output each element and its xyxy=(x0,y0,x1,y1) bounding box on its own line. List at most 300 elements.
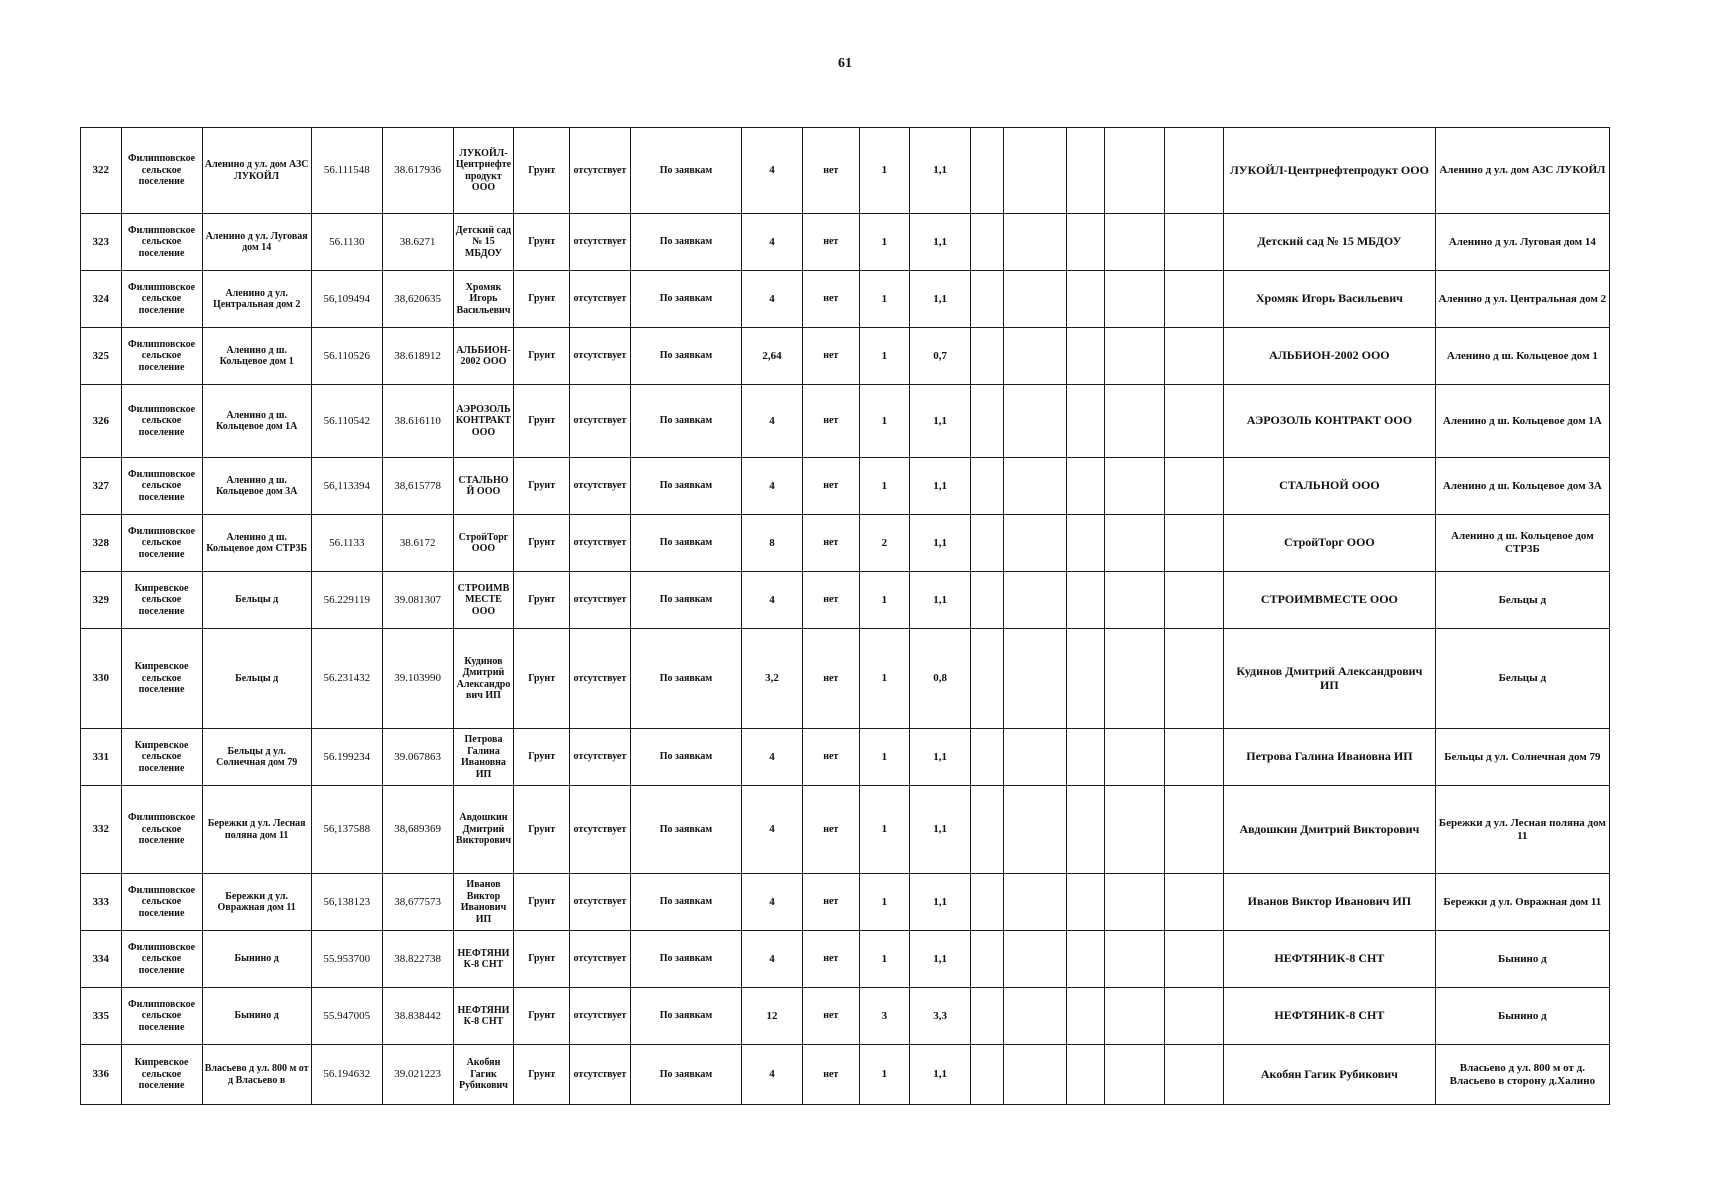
empty-cell xyxy=(970,385,1003,458)
fence-status: отсутствует xyxy=(570,385,631,458)
site-owner: Иванов Виктор Иванович ИП xyxy=(1224,874,1436,931)
container-count: 1 xyxy=(859,931,910,988)
empty-cell xyxy=(970,271,1003,328)
empty-cell xyxy=(1104,128,1165,214)
row-number: 325 xyxy=(81,328,122,385)
site-area: 4 xyxy=(742,1045,803,1105)
latitude: 56,109494 xyxy=(311,271,382,328)
page-number: 61 xyxy=(838,56,852,71)
empty-cell xyxy=(970,458,1003,515)
collection-schedule: По заявкам xyxy=(630,988,741,1045)
empty-cell xyxy=(1104,328,1165,385)
owner-address: Бельцы д ул. Солнечная дом 79 xyxy=(1435,729,1609,786)
container-volume: 3,3 xyxy=(910,988,971,1045)
owner-address: Бынино д xyxy=(1435,931,1609,988)
table-row xyxy=(81,328,1610,385)
empty-cell xyxy=(970,328,1003,385)
cover-status: нет xyxy=(802,271,859,328)
site-area: 4 xyxy=(742,931,803,988)
site-area: 4 xyxy=(742,385,803,458)
owner-address: Аленино д ул. Луговая дом 14 xyxy=(1435,214,1609,271)
empty-cell xyxy=(1067,128,1104,214)
empty-cell xyxy=(1165,515,1224,572)
empty-cell xyxy=(970,629,1003,729)
site-owner-short: СТАЛЬНОЙ ООО xyxy=(453,458,514,515)
container-volume: 1,1 xyxy=(910,458,971,515)
empty-cell xyxy=(1004,328,1067,385)
collection-schedule: По заявкам xyxy=(630,385,741,458)
row-number: 327 xyxy=(81,458,122,515)
site-address: Аленино д ш. Кольцевое дом 3А xyxy=(202,458,311,515)
container-volume: 1,1 xyxy=(910,271,971,328)
container-count: 1 xyxy=(859,572,910,629)
site-owner-short: Кудинов Дмитрий Александрович ИП xyxy=(453,629,514,729)
latitude: 56.199234 xyxy=(311,729,382,786)
site-address: Аленино д ул. дом АЗС ЛУКОЙЛ xyxy=(202,128,311,214)
empty-cell xyxy=(1067,1045,1104,1105)
empty-cell xyxy=(1067,214,1104,271)
collection-schedule: По заявкам xyxy=(630,629,741,729)
collection-schedule: По заявкам xyxy=(630,931,741,988)
cover-status: нет xyxy=(802,572,859,629)
latitude: 56.1133 xyxy=(311,515,382,572)
container-count: 1 xyxy=(859,729,910,786)
empty-cell xyxy=(1104,874,1165,931)
site-owner: НЕФТЯНИК-8 СНТ xyxy=(1224,988,1436,1045)
empty-cell xyxy=(1067,572,1104,629)
empty-cell xyxy=(1104,572,1165,629)
surface-type: Грунт xyxy=(514,458,570,515)
settlement-name: Филипповское сельское поселение xyxy=(121,458,202,515)
site-area: 4 xyxy=(742,786,803,874)
container-count: 3 xyxy=(859,988,910,1045)
site-owner: Хромяк Игорь Васильевич xyxy=(1224,271,1436,328)
container-count: 1 xyxy=(859,458,910,515)
table-row xyxy=(81,214,1610,271)
owner-address: Бережки д ул. Овражная дом 11 xyxy=(1435,874,1609,931)
empty-cell xyxy=(1004,988,1067,1045)
table-row xyxy=(81,729,1610,786)
site-area: 4 xyxy=(742,214,803,271)
empty-cell xyxy=(1165,328,1224,385)
table-row xyxy=(81,786,1610,874)
settlement-name: Филипповское сельское поселение xyxy=(121,786,202,874)
site-owner: АЭРОЗОЛЬ КОНТРАКТ ООО xyxy=(1224,385,1436,458)
site-owner-short: Детский сад № 15 МБДОУ xyxy=(453,214,514,271)
cover-status: нет xyxy=(802,458,859,515)
container-volume: 1,1 xyxy=(910,128,971,214)
container-volume: 1,1 xyxy=(910,385,971,458)
surface-type: Грунт xyxy=(514,328,570,385)
latitude: 55.947005 xyxy=(311,988,382,1045)
latitude: 56.1130 xyxy=(311,214,382,271)
empty-cell xyxy=(1004,214,1067,271)
table-row xyxy=(81,629,1610,729)
row-number: 322 xyxy=(81,128,122,214)
empty-cell xyxy=(1165,458,1224,515)
site-owner: Акобян Гагик Рубикович xyxy=(1224,1045,1436,1105)
site-area: 2,64 xyxy=(742,328,803,385)
fence-status: отсутствует xyxy=(570,515,631,572)
fence-status: отсутствует xyxy=(570,1045,631,1105)
cover-status: нет xyxy=(802,786,859,874)
empty-cell xyxy=(1165,385,1224,458)
owner-address: Бельцы д xyxy=(1435,629,1609,729)
longitude: 38.616110 xyxy=(382,385,453,458)
table-row xyxy=(81,128,1610,214)
collection-schedule: По заявкам xyxy=(630,515,741,572)
empty-cell xyxy=(1004,128,1067,214)
container-count: 1 xyxy=(859,128,910,214)
site-area: 4 xyxy=(742,874,803,931)
settlement-name: Филипповское сельское поселение xyxy=(121,271,202,328)
site-owner-short: СтройТорг ООО xyxy=(453,515,514,572)
latitude: 56.231432 xyxy=(311,629,382,729)
table-row xyxy=(81,931,1610,988)
collection-schedule: По заявкам xyxy=(630,214,741,271)
empty-cell xyxy=(1067,931,1104,988)
container-volume: 1,1 xyxy=(910,874,971,931)
empty-cell xyxy=(1067,385,1104,458)
settlement-name: Кипревское сельское поселение xyxy=(121,629,202,729)
site-owner-short: СТРОИМВМЕСТЕ ООО xyxy=(453,572,514,629)
longitude: 38,689369 xyxy=(382,786,453,874)
settlement-name: Филипповское сельское поселение xyxy=(121,931,202,988)
empty-cell xyxy=(1067,458,1104,515)
site-area: 4 xyxy=(742,729,803,786)
settlement-name: Филипповское сельское поселение xyxy=(121,874,202,931)
row-number: 335 xyxy=(81,988,122,1045)
table-row xyxy=(81,271,1610,328)
site-owner: Петрова Галина Ивановна ИП xyxy=(1224,729,1436,786)
collection-schedule: По заявкам xyxy=(630,729,741,786)
owner-address: Аленино д ш. Кольцевое дом 1А xyxy=(1435,385,1609,458)
container-volume: 1,1 xyxy=(910,729,971,786)
surface-type: Грунт xyxy=(514,572,570,629)
empty-cell xyxy=(1104,786,1165,874)
container-count: 1 xyxy=(859,271,910,328)
container-count: 1 xyxy=(859,786,910,874)
site-owner: АЛЬБИОН-2002 ООО xyxy=(1224,328,1436,385)
site-address: Бынино д xyxy=(202,988,311,1045)
site-owner: Авдошкин Дмитрий Викторович xyxy=(1224,786,1436,874)
site-area: 4 xyxy=(742,271,803,328)
cover-status: нет xyxy=(802,629,859,729)
surface-type: Грунт xyxy=(514,1045,570,1105)
fence-status: отсутствует xyxy=(570,271,631,328)
owner-address: Аленино д ул. дом АЗС ЛУКОЙЛ xyxy=(1435,128,1609,214)
longitude: 38,677573 xyxy=(382,874,453,931)
container-site-registry-table xyxy=(80,127,1610,1105)
cover-status: нет xyxy=(802,328,859,385)
latitude: 56,113394 xyxy=(311,458,382,515)
row-number: 329 xyxy=(81,572,122,629)
latitude: 56.194632 xyxy=(311,1045,382,1105)
empty-cell xyxy=(1104,214,1165,271)
owner-address: Аленино д ш. Кольцевое дом 1 xyxy=(1435,328,1609,385)
longitude: 38.617936 xyxy=(382,128,453,214)
site-area: 12 xyxy=(742,988,803,1045)
empty-cell xyxy=(1165,786,1224,874)
fence-status: отсутствует xyxy=(570,328,631,385)
fence-status: отсутствует xyxy=(570,931,631,988)
empty-cell xyxy=(970,1045,1003,1105)
row-number: 333 xyxy=(81,874,122,931)
site-owner-short: Акобян Гагик Рубикович xyxy=(453,1045,514,1105)
site-owner: СТАЛЬНОЙ ООО xyxy=(1224,458,1436,515)
site-address: Аленино д ш. Кольцевое дом 1А xyxy=(202,385,311,458)
empty-cell xyxy=(1165,931,1224,988)
longitude: 39.081307 xyxy=(382,572,453,629)
site-owner: НЕФТЯНИК-8 СНТ xyxy=(1224,931,1436,988)
row-number: 324 xyxy=(81,271,122,328)
site-address: Бельцы д xyxy=(202,629,311,729)
longitude: 38.838442 xyxy=(382,988,453,1045)
empty-cell xyxy=(1004,515,1067,572)
empty-cell xyxy=(1104,1045,1165,1105)
empty-cell xyxy=(970,988,1003,1045)
row-number: 332 xyxy=(81,786,122,874)
longitude: 39.021223 xyxy=(382,1045,453,1105)
longitude: 38,615778 xyxy=(382,458,453,515)
collection-schedule: По заявкам xyxy=(630,328,741,385)
empty-cell xyxy=(1165,629,1224,729)
settlement-name: Филипповское сельское поселение xyxy=(121,385,202,458)
empty-cell xyxy=(1004,458,1067,515)
surface-type: Грунт xyxy=(514,931,570,988)
empty-cell xyxy=(1067,729,1104,786)
table-row xyxy=(81,458,1610,515)
empty-cell xyxy=(970,874,1003,931)
table-row xyxy=(81,515,1610,572)
site-address: Бельцы д xyxy=(202,572,311,629)
settlement-name: Кипревское сельское поселение xyxy=(121,1045,202,1105)
surface-type: Грунт xyxy=(514,988,570,1045)
surface-type: Грунт xyxy=(514,629,570,729)
empty-cell xyxy=(1165,729,1224,786)
empty-cell xyxy=(1165,874,1224,931)
longitude: 38,620635 xyxy=(382,271,453,328)
container-count: 2 xyxy=(859,515,910,572)
site-owner-short: НЕФТЯНИК-8 СНТ xyxy=(453,988,514,1045)
site-owner: СТРОИМВМЕСТЕ ООО xyxy=(1224,572,1436,629)
empty-cell xyxy=(970,931,1003,988)
empty-cell xyxy=(970,572,1003,629)
empty-cell xyxy=(1004,729,1067,786)
row-number: 331 xyxy=(81,729,122,786)
surface-type: Грунт xyxy=(514,729,570,786)
owner-address: Аленино д ш. Кольцевое дом СТР3Б xyxy=(1435,515,1609,572)
cover-status: нет xyxy=(802,874,859,931)
surface-type: Грунт xyxy=(514,128,570,214)
owner-address: Бынино д xyxy=(1435,988,1609,1045)
container-volume: 0,8 xyxy=(910,629,971,729)
cover-status: нет xyxy=(802,931,859,988)
fence-status: отсутствует xyxy=(570,874,631,931)
cover-status: нет xyxy=(802,729,859,786)
cover-status: нет xyxy=(802,988,859,1045)
container-count: 1 xyxy=(859,874,910,931)
empty-cell xyxy=(1004,271,1067,328)
site-owner-short: АЭРОЗОЛЬ КОНТРАКТ ООО xyxy=(453,385,514,458)
collection-schedule: По заявкам xyxy=(630,271,741,328)
settlement-name: Филипповское сельское поселение xyxy=(121,988,202,1045)
site-address: Бережки д ул. Овражная дом 11 xyxy=(202,874,311,931)
site-owner: ЛУКОЙЛ-Центрнефтепродукт ООО xyxy=(1224,128,1436,214)
site-address: Аленино д ул. Луговая дом 14 xyxy=(202,214,311,271)
fence-status: отсутствует xyxy=(570,629,631,729)
site-owner-short: Петрова Галина Ивановна ИП xyxy=(453,729,514,786)
empty-cell xyxy=(1004,1045,1067,1105)
cover-status: нет xyxy=(802,385,859,458)
owner-address: Власьево д ул. 800 м от д. Власьево в сторону д.Халино xyxy=(1435,1045,1609,1105)
empty-cell xyxy=(1165,988,1224,1045)
empty-cell xyxy=(1004,931,1067,988)
cover-status: нет xyxy=(802,128,859,214)
table-row xyxy=(81,572,1610,629)
empty-cell xyxy=(1104,515,1165,572)
empty-cell xyxy=(1104,988,1165,1045)
empty-cell xyxy=(1104,629,1165,729)
longitude: 38.822738 xyxy=(382,931,453,988)
site-area: 4 xyxy=(742,572,803,629)
cover-status: нет xyxy=(802,214,859,271)
site-address: Аленино д ш. Кольцевое дом 1 xyxy=(202,328,311,385)
fence-status: отсутствует xyxy=(570,729,631,786)
settlement-name: Филипповское сельское поселение xyxy=(121,128,202,214)
collection-schedule: По заявкам xyxy=(630,458,741,515)
site-address: Бынино д xyxy=(202,931,311,988)
site-owner: Детский сад № 15 МБДОУ xyxy=(1224,214,1436,271)
surface-type: Грунт xyxy=(514,271,570,328)
settlement-name: Филипповское сельское поселение xyxy=(121,515,202,572)
empty-cell xyxy=(1104,458,1165,515)
site-address: Власьево д ул. 800 м от д Власьево в xyxy=(202,1045,311,1105)
empty-cell xyxy=(1067,328,1104,385)
longitude: 38.6172 xyxy=(382,515,453,572)
fence-status: отсутствует xyxy=(570,458,631,515)
site-area: 4 xyxy=(742,458,803,515)
empty-cell xyxy=(1165,1045,1224,1105)
container-volume: 1,1 xyxy=(910,572,971,629)
owner-address: Аленино д ул. Центральная дом 2 xyxy=(1435,271,1609,328)
settlement-name: Филипповское сельское поселение xyxy=(121,214,202,271)
empty-cell xyxy=(1104,271,1165,328)
container-volume: 1,1 xyxy=(910,515,971,572)
longitude: 39.067863 xyxy=(382,729,453,786)
empty-cell xyxy=(970,786,1003,874)
row-number: 326 xyxy=(81,385,122,458)
fence-status: отсутствует xyxy=(570,214,631,271)
empty-cell xyxy=(1165,572,1224,629)
surface-type: Грунт xyxy=(514,786,570,874)
fence-status: отсутствует xyxy=(570,786,631,874)
container-volume: 1,1 xyxy=(910,214,971,271)
site-address: Аленино д ш. Кольцевое дом СТР3Б xyxy=(202,515,311,572)
fence-status: отсутствует xyxy=(570,572,631,629)
container-volume: 1,1 xyxy=(910,931,971,988)
site-owner: СтройТорг ООО xyxy=(1224,515,1436,572)
empty-cell xyxy=(970,729,1003,786)
cover-status: нет xyxy=(802,1045,859,1105)
container-count: 1 xyxy=(859,629,910,729)
table-row xyxy=(81,1045,1610,1105)
empty-cell xyxy=(1067,874,1104,931)
row-number: 330 xyxy=(81,629,122,729)
collection-schedule: По заявкам xyxy=(630,874,741,931)
surface-type: Грунт xyxy=(514,874,570,931)
table-row xyxy=(81,988,1610,1045)
longitude: 39.103990 xyxy=(382,629,453,729)
fence-status: отсутствует xyxy=(570,128,631,214)
site-owner-short: АЛЬБИОН-2002 ООО xyxy=(453,328,514,385)
empty-cell xyxy=(970,128,1003,214)
surface-type: Грунт xyxy=(514,385,570,458)
empty-cell xyxy=(970,214,1003,271)
container-count: 1 xyxy=(859,328,910,385)
owner-address: Бережки д ул. Лесная поляна дом 11 xyxy=(1435,786,1609,874)
container-count: 1 xyxy=(859,385,910,458)
latitude: 56,138123 xyxy=(311,874,382,931)
site-address: Аленино д ул. Центральная дом 2 xyxy=(202,271,311,328)
empty-cell xyxy=(1004,385,1067,458)
settlement-name: Филипповское сельское поселение xyxy=(121,328,202,385)
empty-cell xyxy=(1067,515,1104,572)
empty-cell xyxy=(1067,988,1104,1045)
site-owner-short: Авдошкин Дмитрий Викторович xyxy=(453,786,514,874)
site-area: 8 xyxy=(742,515,803,572)
empty-cell xyxy=(1165,214,1224,271)
surface-type: Грунт xyxy=(514,214,570,271)
site-area: 3,2 xyxy=(742,629,803,729)
latitude: 55.953700 xyxy=(311,931,382,988)
longitude: 38.618912 xyxy=(382,328,453,385)
table-row xyxy=(81,385,1610,458)
table-row xyxy=(81,874,1610,931)
empty-cell xyxy=(1004,572,1067,629)
collection-schedule: По заявкам xyxy=(630,572,741,629)
row-number: 323 xyxy=(81,214,122,271)
site-owner-short: ЛУКОЙЛ-Центрнефтепродукт ООО xyxy=(453,128,514,214)
latitude: 56,137588 xyxy=(311,786,382,874)
collection-schedule: По заявкам xyxy=(630,1045,741,1105)
cover-status: нет xyxy=(802,515,859,572)
settlement-name: Кипревское сельское поселение xyxy=(121,729,202,786)
longitude: 38.6271 xyxy=(382,214,453,271)
site-area: 4 xyxy=(742,128,803,214)
empty-cell xyxy=(1004,629,1067,729)
latitude: 56.111548 xyxy=(311,128,382,214)
container-count: 1 xyxy=(859,1045,910,1105)
fence-status: отсутствует xyxy=(570,988,631,1045)
latitude: 56.110526 xyxy=(311,328,382,385)
row-number: 328 xyxy=(81,515,122,572)
empty-cell xyxy=(1165,271,1224,328)
empty-cell xyxy=(1165,128,1224,214)
empty-cell xyxy=(1104,385,1165,458)
empty-cell xyxy=(1004,786,1067,874)
site-owner: Кудинов Дмитрий Александрович ИП xyxy=(1224,629,1436,729)
site-address: Бельцы д ул. Солнечная дом 79 xyxy=(202,729,311,786)
row-number: 336 xyxy=(81,1045,122,1105)
owner-address: Аленино д ш. Кольцевое дом 3А xyxy=(1435,458,1609,515)
container-volume: 0,7 xyxy=(910,328,971,385)
surface-type: Грунт xyxy=(514,515,570,572)
empty-cell xyxy=(1067,271,1104,328)
container-volume: 1,1 xyxy=(910,786,971,874)
site-address: Бережки д ул. Лесная поляна дом 11 xyxy=(202,786,311,874)
collection-schedule: По заявкам xyxy=(630,128,741,214)
